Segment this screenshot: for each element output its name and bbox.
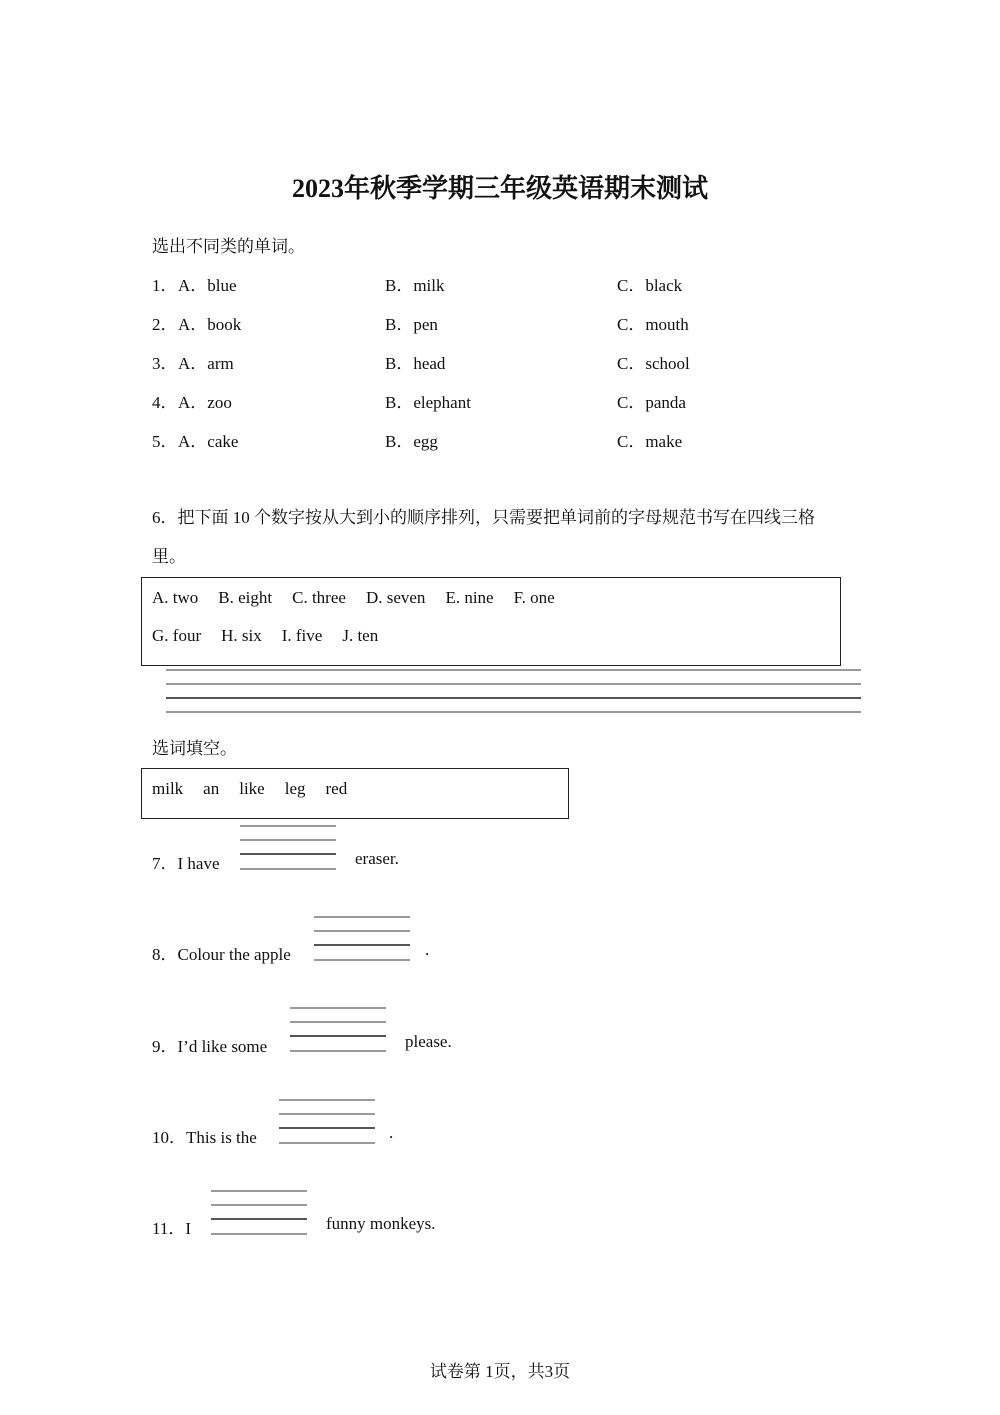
fill-question-7: 7．I have bbox=[152, 854, 220, 873]
option-c: C．mouth bbox=[617, 315, 689, 334]
question-number: 2． bbox=[152, 315, 178, 334]
word-bank bbox=[152, 779, 367, 799]
option-b: B．elephant bbox=[385, 393, 471, 412]
section3-heading: 选词填空。 bbox=[152, 739, 237, 758]
question-6-text: 6．把下面 10 个数字按从大到小的顺序排列，只需要把单词前的字母规范书写在四线三格 bbox=[152, 508, 815, 527]
fill-question-11: 11．I bbox=[152, 1219, 192, 1238]
question-number: 3． bbox=[152, 354, 178, 373]
word-bank-item: an bbox=[203, 779, 220, 798]
fill-question-9: 9．I’d like some bbox=[152, 1037, 268, 1056]
option-c: C．black bbox=[617, 276, 683, 295]
word-bank-item: milk bbox=[152, 779, 184, 798]
option-c: C．school bbox=[617, 354, 690, 373]
fill-question-8-end: . bbox=[425, 940, 430, 959]
answer-blank[interactable] bbox=[314, 916, 410, 962]
fill-question-10-end: . bbox=[389, 1123, 394, 1142]
word-bank-item: like bbox=[239, 779, 265, 798]
option-b: B．head bbox=[385, 354, 446, 373]
option-b: B．milk bbox=[385, 276, 445, 295]
question-6-text-cont: 里。 bbox=[152, 547, 186, 566]
option-c: C．panda bbox=[617, 393, 686, 412]
option-b: B．egg bbox=[385, 432, 438, 451]
word-option: I. five bbox=[281, 626, 323, 645]
number-word-row-2 bbox=[152, 626, 398, 646]
page-footer: 试卷第 1页，共3页 bbox=[429, 1362, 571, 1381]
word-option: A. two bbox=[152, 588, 199, 607]
option-a: A．book bbox=[178, 315, 242, 334]
fill-question-7-end: eraser. bbox=[355, 849, 399, 868]
answer-blank[interactable] bbox=[211, 1190, 307, 1236]
question-number: 5． bbox=[152, 432, 178, 451]
word-bank-item: red bbox=[325, 779, 348, 798]
section1-heading: 选出不同类的单词。 bbox=[152, 237, 305, 256]
four-line-writing-area[interactable] bbox=[166, 669, 861, 713]
fill-question-8: 8．Colour the apple bbox=[152, 945, 291, 964]
fill-question-9-end: please. bbox=[405, 1032, 452, 1051]
word-bank-item: leg bbox=[284, 779, 306, 798]
answer-blank[interactable] bbox=[279, 1099, 375, 1145]
word-option: C. three bbox=[292, 588, 346, 607]
option-b: B．pen bbox=[385, 315, 438, 334]
word-option: J. ten bbox=[342, 626, 379, 645]
word-option: F. one bbox=[513, 588, 555, 607]
question-number: 4． bbox=[152, 393, 178, 412]
word-option: G. four bbox=[152, 626, 202, 645]
option-a: A．blue bbox=[178, 276, 237, 295]
question-number: 1． bbox=[152, 276, 178, 295]
word-option: B. eight bbox=[218, 588, 273, 607]
fill-question-10: 10．This is the bbox=[152, 1128, 257, 1147]
number-word-row-1 bbox=[152, 588, 575, 608]
word-option: D. seven bbox=[365, 588, 426, 607]
option-a: A．arm bbox=[178, 354, 234, 373]
option-a: A．cake bbox=[178, 432, 239, 451]
answer-blank[interactable] bbox=[240, 825, 336, 871]
word-option: E. nine bbox=[445, 588, 494, 607]
word-option: H. six bbox=[221, 626, 262, 645]
answer-blank[interactable] bbox=[290, 1007, 386, 1053]
option-c: C．make bbox=[617, 432, 683, 451]
fill-question-11-end: funny monkeys. bbox=[326, 1214, 436, 1233]
page-title: 2023年秋季学期三年级英语期末测试 bbox=[291, 174, 708, 203]
option-a: A．zoo bbox=[178, 393, 232, 412]
